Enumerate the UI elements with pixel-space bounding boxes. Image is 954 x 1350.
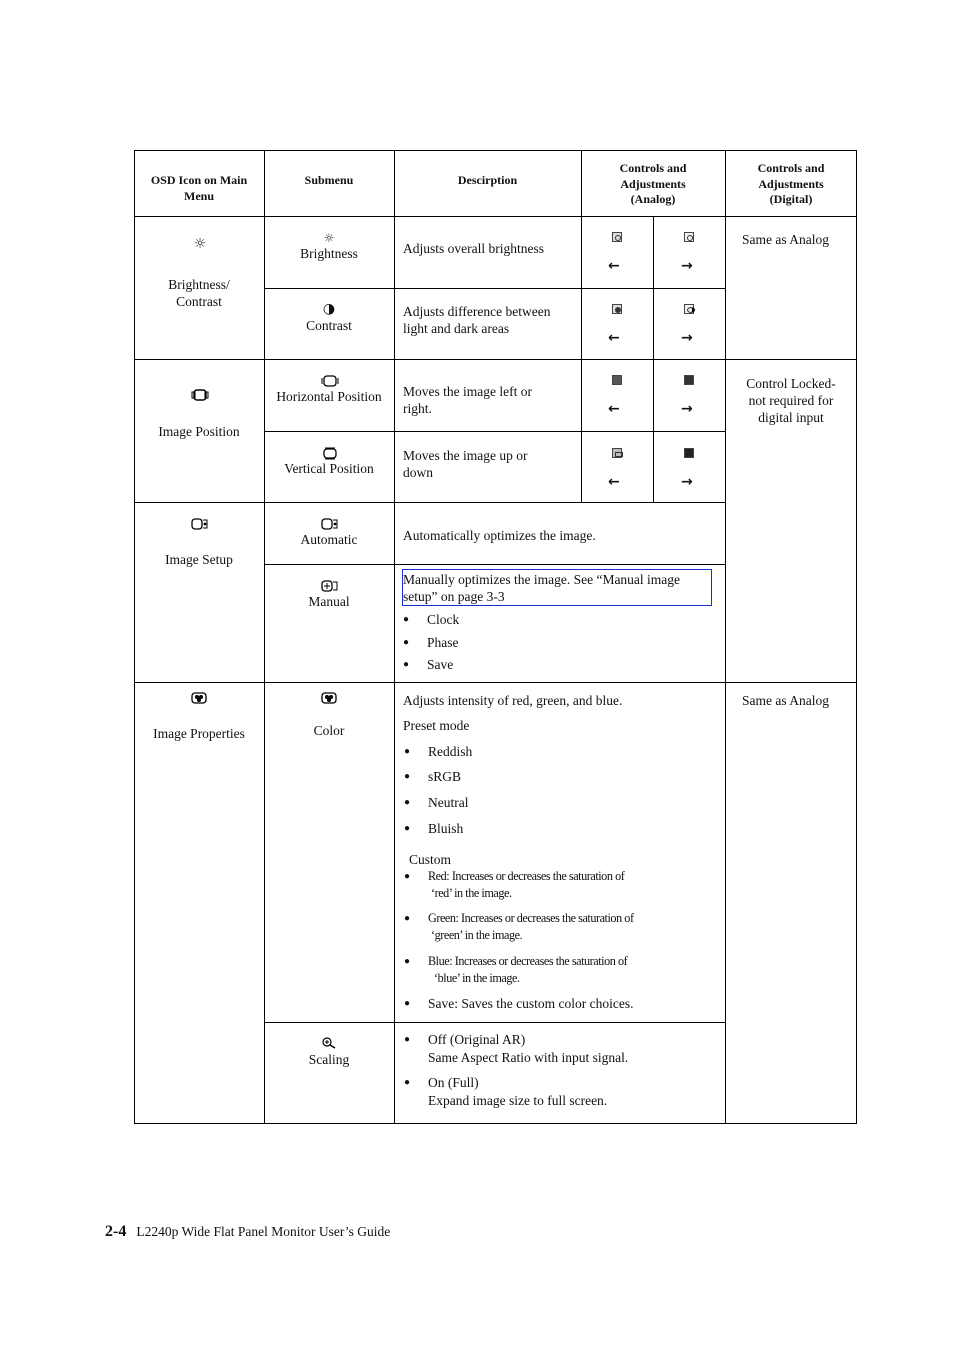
vertical-down-icon: [612, 448, 622, 458]
right-arrow-icon: →: [681, 401, 693, 417]
contrast-description: Adjusts difference between light and dark areas: [403, 304, 551, 336]
left-arrow-icon: ←: [608, 474, 620, 490]
page-number: 2-4: [105, 1223, 127, 1240]
brightness-description: Adjusts overall brightness: [403, 241, 544, 256]
color-label: Color: [313, 723, 345, 738]
preset-mode-title: Preset mode: [403, 718, 470, 733]
scaling-label: Scaling: [308, 1052, 350, 1067]
contrast-icon: ◑: [322, 301, 336, 317]
right-arrow-icon: →: [681, 330, 693, 346]
brightness-increase-icon: [684, 232, 694, 242]
image-properties-label: Image Properties: [153, 726, 245, 741]
color-description: Adjusts intensity of red, green, and blue.: [403, 693, 623, 708]
vertical-up-icon: [684, 448, 694, 458]
image-position-icon: [191, 389, 209, 404]
vertical-position-description: Moves the image up or down: [403, 448, 528, 480]
brightness-icon: ☼: [323, 231, 335, 245]
horizontal-left-icon: [612, 375, 622, 385]
custom-title: Custom: [409, 852, 452, 867]
brightness-contrast-label: Brightness/ Contrast: [168, 277, 230, 309]
header-submenu: Submenu: [304, 173, 354, 187]
brightness-decrease-icon: [612, 232, 622, 242]
brightness-label: Brightness: [300, 246, 358, 261]
horizontal-position-icon: [321, 375, 339, 389]
image-properties-icon: [191, 692, 207, 706]
color-icon: [321, 692, 337, 706]
automatic-label: Automatic: [300, 532, 358, 547]
right-arrow-icon: →: [681, 258, 693, 274]
left-arrow-icon: ←: [608, 258, 620, 274]
left-arrow-icon: ←: [608, 401, 620, 417]
automatic-icon: [321, 518, 339, 532]
image-setup-icon: [191, 518, 209, 532]
contrast-label: Contrast: [306, 318, 352, 333]
right-arrow-icon: →: [681, 474, 693, 490]
contrast-decrease-icon: [612, 304, 622, 314]
left-arrow-icon: ←: [608, 330, 620, 346]
scaling-icon: [321, 1037, 337, 1051]
contrast-increase-icon: [684, 304, 694, 314]
manual-icon: [321, 580, 339, 594]
manual-setup-link[interactable]: Manually optimizes the image. See “Manual image setup” on page 3-3: [403, 572, 681, 604]
manual-label: Manual: [308, 594, 350, 609]
header-analog: Controls and Adjustments (Analog): [619, 161, 687, 206]
automatic-description: Automatically optimizes the image.: [403, 528, 596, 543]
document-title: L2240p Wide Flat Panel Monitor User’s Guide: [136, 1224, 391, 1239]
brightness-digital: Same as Analog: [742, 232, 829, 247]
horizontal-position-label: Horizontal Position: [276, 389, 382, 404]
brightness-contrast-icon: ☼: [193, 236, 207, 252]
horizontal-right-icon: [684, 375, 694, 385]
header-digital: Controls and Adjustments (Digital): [757, 161, 825, 206]
vertical-position-label: Vertical Position: [284, 461, 374, 476]
page-footer: [105, 1223, 390, 1241]
header-osd-icon: OSD Icon on Main Menu: [150, 173, 248, 203]
horizontal-position-description: Moves the image left or right.: [403, 384, 532, 416]
image-position-digital: Control Locked- not required for digital input: [746, 376, 836, 425]
image-properties-digital: Same as Analog: [742, 693, 829, 708]
image-position-label: Image Position: [158, 424, 240, 439]
image-setup-label: Image Setup: [165, 552, 233, 567]
header-description: Descirption: [457, 173, 518, 187]
